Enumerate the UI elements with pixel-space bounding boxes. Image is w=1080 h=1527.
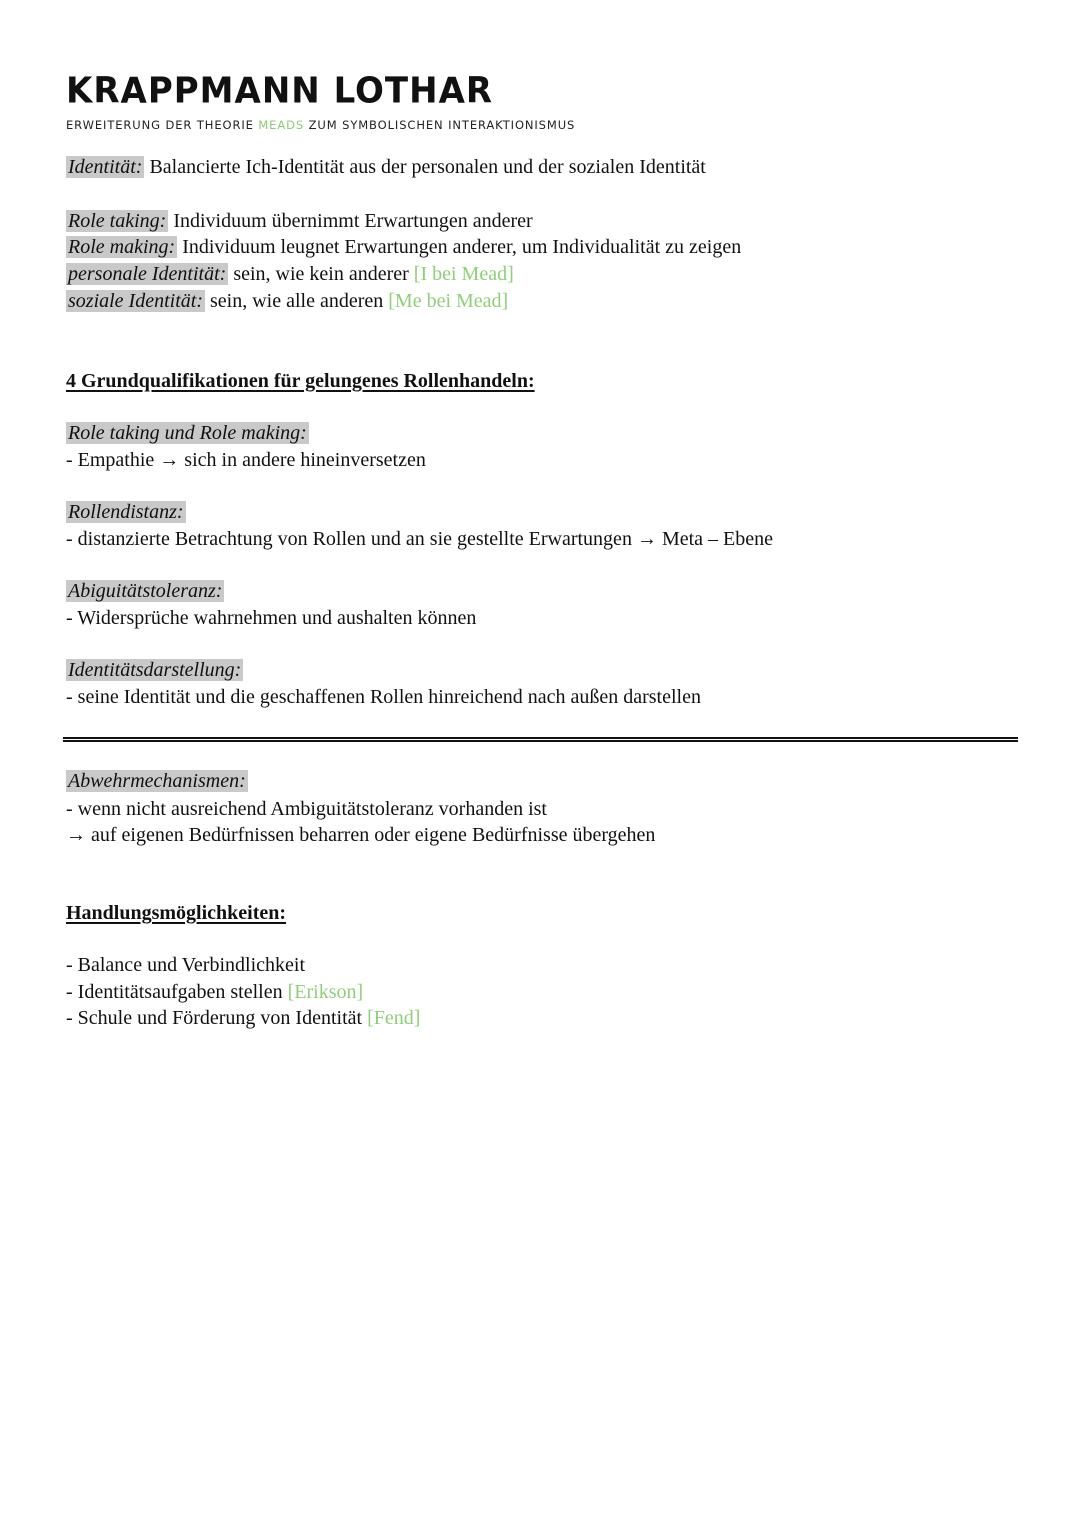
- soziale-definition: [66, 289, 508, 313]
- option-item-3-text: - Schule und Förderung von Identität: [66, 1007, 368, 1029]
- role-making-text: Individuum leugnet Erwartungen anderer, um Individualität zu zeigen: [177, 236, 742, 258]
- soziale-term: soziale Identität:: [68, 290, 203, 312]
- options-heading: Handlungsmöglichkeiten:: [66, 902, 287, 924]
- defense-line-1: - wenn nicht ausreichend Ambiguitätstoleranz vorhanden ist: [66, 798, 547, 820]
- qualification-term-2: Rollendistanz:: [68, 501, 184, 523]
- identitaet-definition: [66, 155, 706, 179]
- qualification-term-4: Identitätsdarstellung:: [68, 659, 242, 681]
- defense-line-2: → auf eigenen Bedürfnissen beharren oder eigene Bedürfnisse übergehen: [66, 824, 656, 846]
- subtitle-pre: ERWEITERUNG DER THEORIE: [66, 118, 254, 132]
- personale-term: personale Identität:: [68, 263, 227, 285]
- qualification-term: [66, 579, 224, 603]
- defense-term: Abwehrmechanismen:: [68, 770, 246, 792]
- soziale-text: sein, wie alle anderen: [204, 290, 389, 312]
- section-divider: [63, 737, 1018, 742]
- option-item-3: [66, 1006, 420, 1030]
- role-making-definition: [66, 235, 741, 259]
- role-making-term: Role making:: [68, 236, 176, 258]
- subtitle-post: ZUM SYMBOLISCHEN INTERAKTIONISMUS: [308, 118, 576, 132]
- qualification-term: [66, 500, 186, 524]
- option-item-3-note: [Fend]: [367, 1007, 421, 1029]
- option-item-1: - Balance und Verbindlichkeit: [66, 954, 306, 976]
- personale-definition: [66, 262, 514, 286]
- option-item-2-text: - Identitätsaufgaben stellen: [66, 981, 288, 1003]
- qualifications-heading: 4 Grundqualifikationen für gelungenes Rollenhandeln:: [66, 370, 535, 392]
- qualification-term: [66, 421, 309, 445]
- option-item-2: [66, 980, 363, 1004]
- qualification-text-1: - Empathie → sich in andere hineinversetzen: [66, 449, 426, 471]
- qualification-text-4: - seine Identität und die geschaffenen Rollen hinreichend nach außen darstellen: [66, 686, 701, 708]
- identitaet-text: Balancierte Ich-Identität aus der personalen und der sozialen Identität: [144, 156, 706, 178]
- page-subtitle: [66, 118, 575, 132]
- option-item-2-note: [Erikson]: [287, 981, 364, 1003]
- role-taking-definition: [66, 209, 533, 233]
- identitaet-term: Identität:: [68, 156, 143, 178]
- subtitle-highlight: MEADS: [258, 118, 305, 132]
- qualification-term-1: Role taking und Role making:: [68, 422, 307, 444]
- page-title: KRAPPMANN LOTHAR: [66, 70, 494, 112]
- personale-note: [I bei Mead]: [413, 263, 514, 285]
- defense-term-line: [66, 769, 248, 793]
- qualification-text-2: - distanzierte Betrachtung von Rollen und an sie gestellte Erwartungen → Meta – Ebene: [66, 528, 774, 550]
- qualification-term-3: Abiguitätstoleranz:: [68, 580, 223, 602]
- role-taking-term: Role taking:: [68, 210, 167, 232]
- personale-text: sein, wie kein anderer: [228, 263, 414, 285]
- role-taking-text: Individuum übernimmt Erwartungen anderer: [168, 210, 533, 232]
- soziale-note: [Me bei Mead]: [388, 290, 509, 312]
- qualification-term: [66, 658, 243, 682]
- qualification-text-3: - Widersprüche wahrnehmen und aushalten können: [66, 607, 477, 629]
